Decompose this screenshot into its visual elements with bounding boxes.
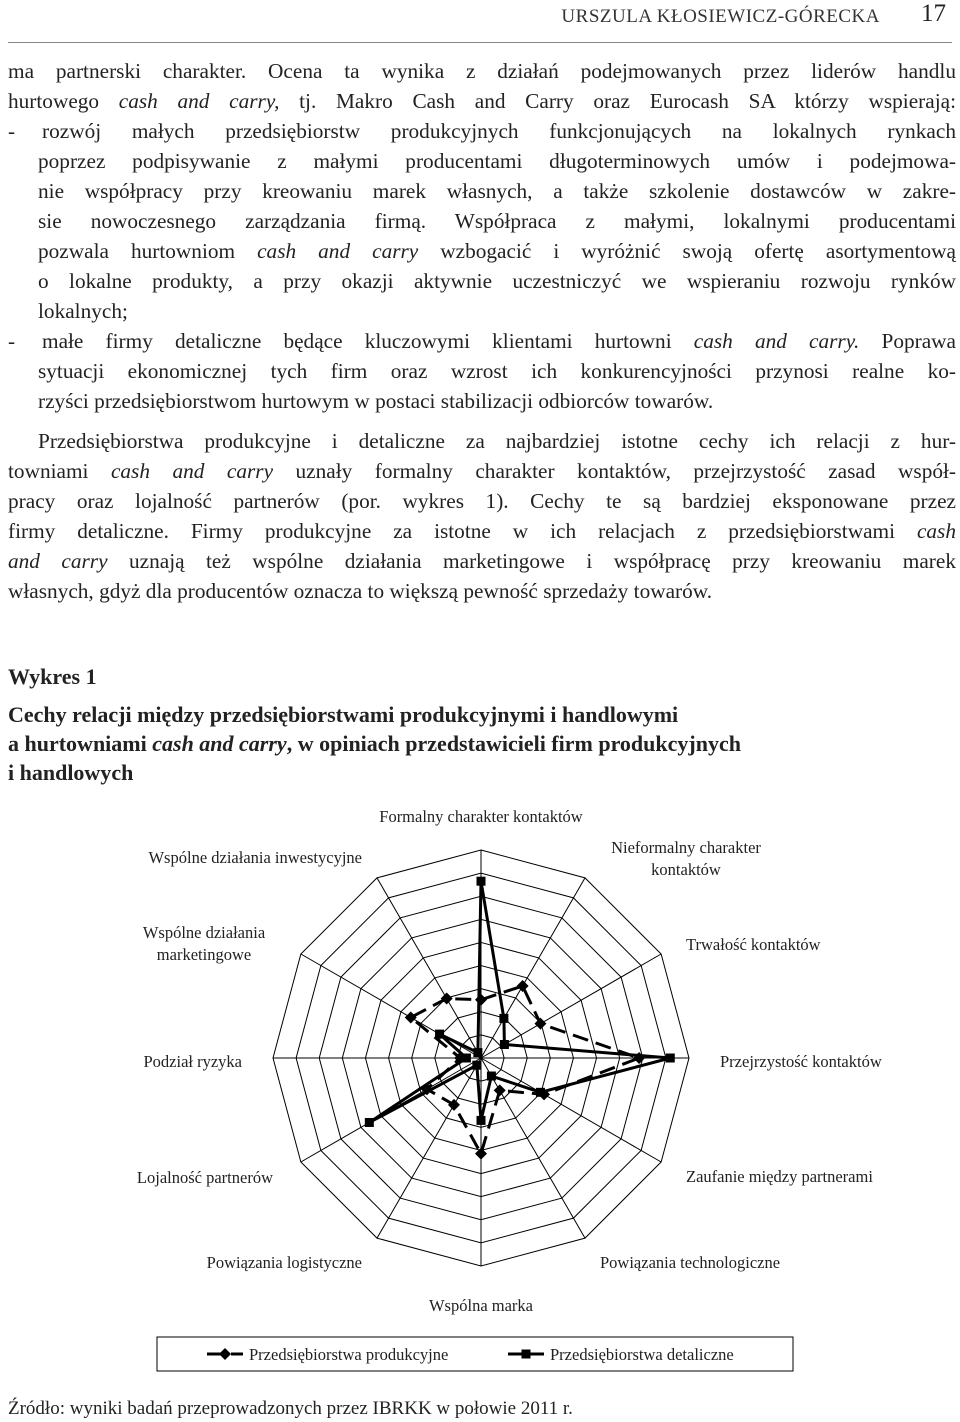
paragraph-line: poprzez podpisywanie z małymi producentami długoterminowych umów i podejmowa- xyxy=(38,149,956,173)
radar-category-label: Nieformalny charakter kontaktów xyxy=(611,838,761,879)
radar-chart xyxy=(0,800,960,1380)
legend-marker-diamond xyxy=(219,1348,231,1360)
italic-term: cash and carry xyxy=(257,239,419,263)
italic-term: and carry xyxy=(8,549,108,573)
radar-series xyxy=(365,877,675,1160)
legend-entry-label: Przedsiębiorstwa produkcyjne xyxy=(249,1345,449,1364)
radar-category-label: Wspólne działania inwestycyjne xyxy=(148,848,362,867)
radar-point-square xyxy=(487,1072,496,1081)
radar-point-diamond xyxy=(475,994,487,1006)
paragraph-line: towniami cash and carry uznały formalny charakter kontaktów, przejrzystość zasad współ- xyxy=(8,459,956,483)
italic-term: cash and carry, xyxy=(118,89,280,113)
running-header-author: URSZULA KŁOSIEWICZ-GÓRECKA xyxy=(561,6,880,27)
radar-category-label: Powiązania technologiczne xyxy=(600,1253,781,1272)
radar-category-labels xyxy=(137,807,882,1315)
paragraph-line: pozwala hurtowniom cash and carry wzbogacić i wyróżnić swoją ofertę asortymentową xyxy=(38,239,957,263)
chart-legend xyxy=(157,1337,793,1371)
radar-category-label: Wspólna marka xyxy=(428,1296,534,1315)
page-number: 17 xyxy=(921,0,946,27)
radar-category-label: Lojalność partnerów xyxy=(136,1168,273,1187)
radar-point-square xyxy=(462,1054,471,1063)
figure-title: Cechy relacji między przedsiębiorstwami produkcyjnymi i handlowymi a hurtowniami cash and carry, w opiniach przedstawicieli firm produkcyjnych i handlowych xyxy=(8,702,741,785)
radar-point-square xyxy=(477,1116,486,1125)
italic-term: cash xyxy=(916,519,956,543)
paragraph-line: pracy oraz lojalność partnerów (por. wykres 1). Cechy te są bardziej eksponowane przez xyxy=(8,489,956,513)
radar-series-line xyxy=(411,986,639,1154)
running-header xyxy=(8,0,952,43)
radar-point-diamond xyxy=(441,993,453,1005)
radar-point-square xyxy=(435,1030,444,1039)
paragraph-1 xyxy=(8,56,956,116)
paragraph-line: ma partnerski charakter. Ocena ta wynika z działań podejmowanych przez liderów handlu xyxy=(8,59,956,83)
italic-term: cash and carry xyxy=(110,459,274,483)
bullet-item-2 xyxy=(8,326,956,416)
radar-category-label: Podział ryzyka xyxy=(143,1052,242,1071)
paragraph-line: własnych, gdyż dla producentów oznacza to większą pewność sprzedaży towarów. xyxy=(8,579,713,603)
legend-entry-label: Przedsiębiorstwa detaliczne xyxy=(550,1345,734,1364)
radar-category-label: Zaufanie między partnerami xyxy=(686,1167,873,1186)
radar-point-square xyxy=(499,1014,508,1023)
radar-category-label: Wspólne działania marketingowe xyxy=(142,923,266,964)
radar-point-diamond xyxy=(448,1099,460,1111)
figure-label: Wykres 1 xyxy=(8,664,97,689)
bullet-dash: - xyxy=(8,329,16,353)
paragraph-line: lokalnych; xyxy=(38,299,128,323)
paragraph-line: sie nowoczesnego zarządzania firmą. Współpraca z małymi, lokalnymi producentami xyxy=(38,209,956,233)
paragraph-line: hurtowego cash and carry, tj. Makro Cash and Carry oraz Eurocash SA którzy wspierają: xyxy=(8,89,956,113)
radar-point-diamond xyxy=(534,1018,546,1030)
radar-point-square xyxy=(536,1088,545,1097)
paragraph-line: nie współpracy przy kreowaniu marek własnych, a także szkolenie dostawców w zakre- xyxy=(38,179,956,203)
radar-point-square xyxy=(365,1118,374,1127)
radar-point-diamond xyxy=(517,980,529,992)
radar-category-label: Przejrzystość kontaktów xyxy=(720,1052,882,1071)
paragraph-line: and carry uznają też wspólne działania marketingowe i współpracę przy kreowaniu marek xyxy=(8,549,956,573)
italic-term: cash and carry. xyxy=(693,329,860,353)
radar-category-label: Trwałość kontaktów xyxy=(686,935,821,954)
paragraph-line: firmy detaliczne. Firmy produkcyjne za istotne w ich relacjach z przedsiębiorstwami cash xyxy=(8,519,956,543)
paragraph-line: sytuacji ekonomicznej tych firm oraz wzrost ich konkurencyjności przynosi realne ko- xyxy=(38,359,956,383)
radar-point-diamond xyxy=(494,1084,506,1096)
radar-point-square xyxy=(473,1048,482,1057)
paragraph-line: - małe firmy detaliczne będące kluczowymi klientami hurtowni cash and carry. Poprawa xyxy=(8,326,956,356)
radar-point-diamond xyxy=(405,1011,417,1023)
bullet-dash: - xyxy=(8,119,16,143)
paragraph-2 xyxy=(8,426,956,606)
radar-spoke xyxy=(481,1058,661,1162)
radar-category-label: Formalny charakter kontaktów xyxy=(379,807,583,826)
radar-spoke xyxy=(377,1058,481,1238)
bullet-item-1 xyxy=(8,116,956,326)
paragraph-line: - rozwój małych przedsiębiorstw produkcyjnych funkcjonujących na lokalnych rynkach xyxy=(8,116,956,146)
source-note: Źródło: wyniki badań przeprowadzonych przez IBRKK w połowie 2011 r. xyxy=(8,1398,573,1419)
legend-marker-square xyxy=(522,1350,531,1359)
paragraph-line: o lokalne produkty, a przy okazji aktywnie uczestniczyć we wspieraniu rozwoju rynków xyxy=(38,269,956,293)
radar-point-square xyxy=(500,1040,509,1049)
radar-point-square xyxy=(472,1061,481,1070)
paragraph-line: rzyści przedsiębiorstwom hurtowym w postaci stabilizacji odbiorców towarów. xyxy=(38,389,714,413)
radar-point-square xyxy=(477,877,486,886)
radar-category-label: Powiązania logistyczne xyxy=(206,1253,362,1272)
radar-point-square xyxy=(666,1054,675,1063)
paragraph-line: Przedsiębiorstwa produkcyjne i detaliczne za najbardziej istotne cechy ich relacji z hur- xyxy=(38,429,956,453)
